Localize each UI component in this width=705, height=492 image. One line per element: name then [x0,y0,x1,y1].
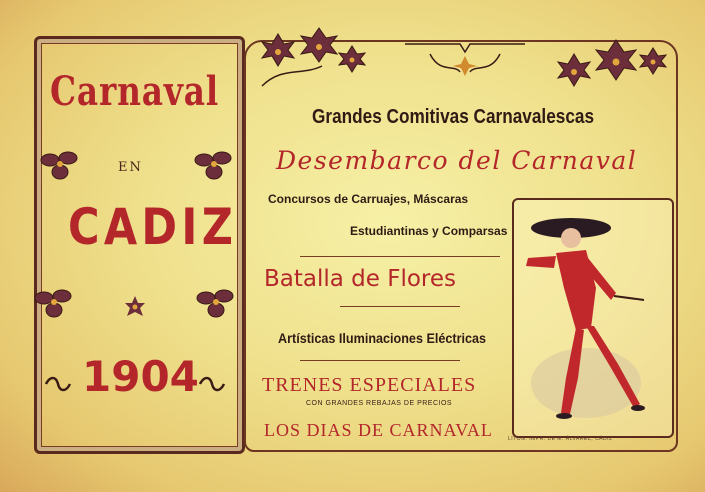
city-name: CADIZ [68,198,238,256]
scroll-left-icon [44,376,72,392]
scroll-right-icon [198,376,226,392]
ornament-center-top-icon [400,34,530,84]
harlequin-figure-icon [516,208,666,432]
small-flower-center-icon [122,294,148,320]
year-label: 1904 [82,352,199,401]
orchid-left-upper-icon [38,146,82,186]
orchid-right-upper-icon [192,146,236,186]
printer-credit: LITOG. IMPR. DE M. ÁLVAREZ, CÁDIZ [508,436,613,442]
event-line-desembarco: Desembarco del Carnaval [276,146,638,175]
event-line-dias: LOS DIAS DE CARNAVAL [264,420,493,440]
orchid-left-lower-icon [32,284,76,324]
event-line-batalla: Batalla de Flores [264,266,457,292]
event-line-rebajas: CON GRANDES REBAJAS DE PRECIOS [306,400,453,407]
event-line-concursos: Concursos de Carruajes, Máscaras [268,192,469,206]
flower-cluster-right-icon [548,34,678,104]
divider [300,256,500,257]
divider [340,306,460,307]
event-line-iluminaciones: Artísticas Iluminaciones Eléctricas [278,330,486,346]
event-line-comitivas: Grandes Comitivas Carnavalescas [312,106,595,128]
poster-title: Carnaval [50,68,220,115]
divider [300,360,460,361]
connector-word: EN [118,160,143,175]
flower-cluster-left-icon [252,26,382,96]
event-line-estudiantinas: Estudiantinas y Comparsas [350,224,508,238]
orchid-right-lower-icon [194,284,238,324]
event-line-trenes: TRENES ESPECIALES [262,374,477,396]
